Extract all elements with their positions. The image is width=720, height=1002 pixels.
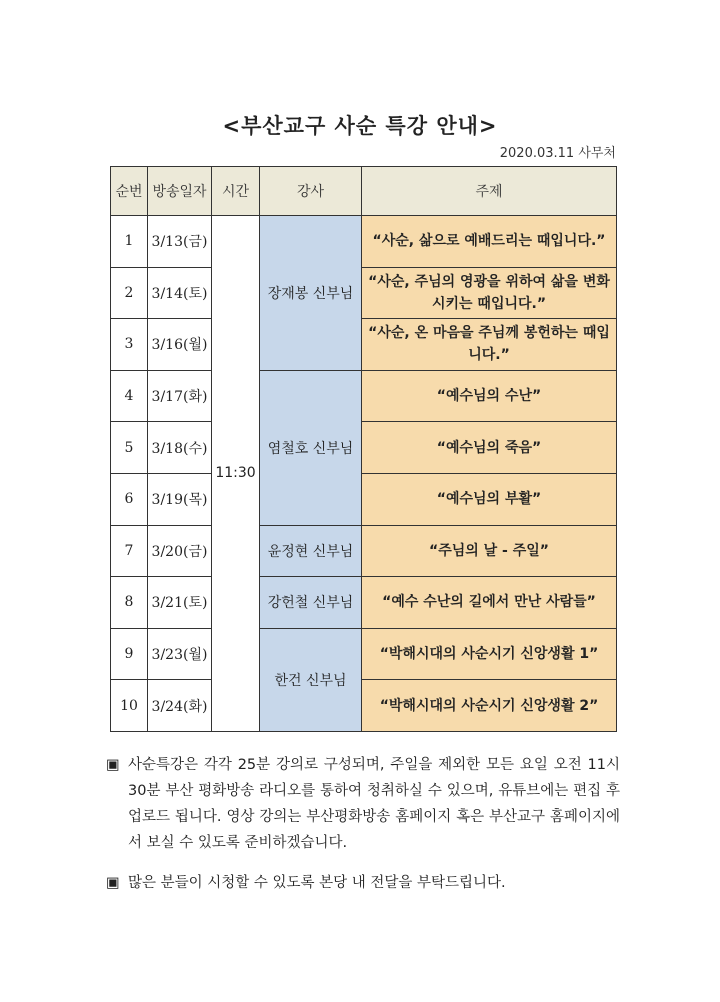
row-number: 8 (111, 577, 148, 629)
row-date: 3/16(월) (148, 319, 212, 371)
notice-text-2: 많은 분들이 시청할 수 있도록 본당 내 전달을 부탁드립니다. (128, 875, 506, 891)
issue-date: 2020.03.11 사무처 (499, 146, 616, 161)
row-number: 3 (111, 319, 148, 371)
row-number: 9 (111, 628, 148, 680)
lecturer-cell: 장재봉 신부님 (260, 216, 362, 371)
notice-paragraph-2 (106, 870, 620, 896)
row-number: 2 (111, 267, 148, 319)
square-bullet-icon: ▣ (106, 875, 120, 891)
row-topic: “예수님의 수난” (362, 370, 617, 422)
table-row (111, 680, 617, 732)
row-date: 3/18(수) (148, 422, 212, 474)
square-bullet-icon: ▣ (106, 757, 120, 773)
header-broadcast-date: 방송일자 (148, 167, 212, 216)
row-date: 3/21(토) (148, 577, 212, 629)
table-header-row (111, 167, 617, 216)
row-topic: “박해시대의 사순시기 신앙생활 1” (362, 628, 617, 680)
table-row (111, 577, 617, 629)
table-row (111, 628, 617, 680)
notice-text-1: 사순특강은 각각 25분 강의로 구성되며, 주일을 제외한 모든 요일 오전 11시 30분 부산 평화방송 라디오를 통하여 청취하실 수 있으며, 유튜브에는 편집 후 업로드 됩니다. 영상 강의는 부산평화방송 홈페이지 혹은 부산교구 홈페이지에서 보실 수 있도록 준비하겠습니다. (128, 757, 620, 851)
header-number: 순번 (111, 167, 148, 216)
row-topic: “사순, 주님의 영광을 위하여 삶을 변화시키는 때입니다.” (362, 267, 617, 319)
row-date: 3/17(화) (148, 370, 212, 422)
header-lecturer: 강사 (260, 167, 362, 216)
header-time: 시간 (212, 167, 260, 216)
row-topic: “예수님의 부활” (362, 473, 617, 525)
row-date: 3/14(토) (148, 267, 212, 319)
table-row (111, 473, 617, 525)
row-number: 6 (111, 473, 148, 525)
table-row (111, 370, 617, 422)
row-number: 10 (111, 680, 148, 732)
table-row (111, 422, 617, 474)
row-date: 3/24(화) (148, 680, 212, 732)
document-title: <부산교구 사순 특강 안내> (222, 114, 498, 138)
row-number: 1 (111, 216, 148, 268)
row-number: 5 (111, 422, 148, 474)
broadcast-time: 11:30 (212, 216, 260, 732)
notice-paragraph-1 (106, 752, 620, 856)
lecturer-cell: 염철호 신부님 (260, 370, 362, 525)
row-topic: “사순, 온 마음을 주님께 봉헌하는 때입니다.” (362, 319, 617, 371)
row-date: 3/23(월) (148, 628, 212, 680)
lecturer-cell: 윤정현 신부님 (260, 525, 362, 577)
lecturer-cell: 한건 신부님 (260, 628, 362, 731)
table-row (111, 216, 617, 268)
row-topic: “예수님의 죽음” (362, 422, 617, 474)
row-date: 3/20(금) (148, 525, 212, 577)
header-topic: 주제 (362, 167, 617, 216)
lecture-schedule-table (110, 166, 617, 732)
table-row (111, 525, 617, 577)
row-topic: “박해시대의 사순시기 신앙생활 2” (362, 680, 617, 732)
table-row (111, 319, 617, 371)
row-number: 4 (111, 370, 148, 422)
row-date: 3/19(목) (148, 473, 212, 525)
lecturer-cell: 강헌철 신부님 (260, 577, 362, 629)
row-topic: “주님의 날 - 주일” (362, 525, 617, 577)
table-row (111, 267, 617, 319)
row-number: 7 (111, 525, 148, 577)
row-topic: “예수 수난의 길에서 만난 사람들” (362, 577, 617, 629)
row-date: 3/13(금) (148, 216, 212, 268)
row-topic: “사순, 삶으로 예배드리는 때입니다.” (362, 216, 617, 268)
